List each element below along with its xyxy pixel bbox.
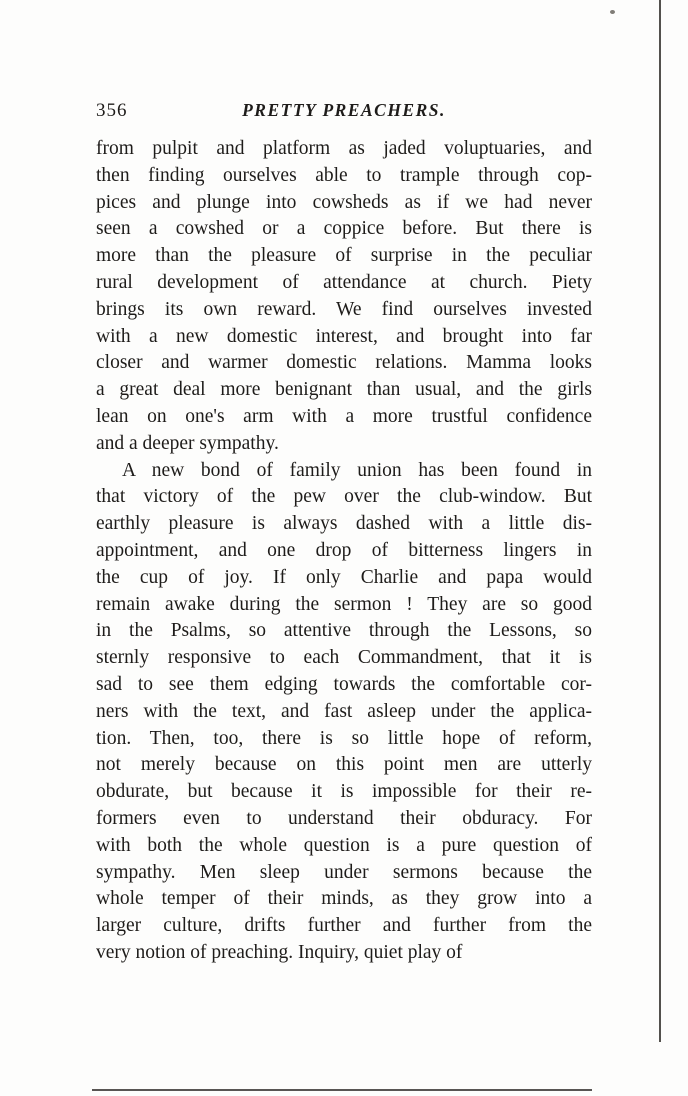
text-line: brings its own reward. We find ourselves invested	[96, 298, 592, 320]
text-line: appointment, and one drop of bitterness lingers in	[96, 539, 592, 561]
text-line: sad to see them edging towards the comfortable cor-	[96, 673, 592, 695]
text-line: tion. Then, too, there is so little hope of reform,	[96, 727, 592, 749]
text-line: the cup of joy. If only Charlie and papa would	[96, 566, 592, 588]
text-line: ners with the text, and fast asleep under the applica-	[96, 700, 592, 722]
text-line: not merely because on this point men are utterly	[96, 754, 592, 776]
text-line: in the Psalms, so attentive through the Lessons, so	[96, 620, 592, 642]
page-header	[96, 98, 592, 128]
text-line: lean on one's arm with a more trustful confidence	[96, 405, 592, 427]
scan-artifact-bottom-line	[92, 1089, 592, 1091]
text-line: rural development of attendance at church. Piety	[96, 271, 592, 293]
text-line: larger culture, drifts further and further from the	[96, 915, 592, 937]
text-line: seen a cowshed or a coppice before. But there is	[96, 218, 592, 240]
text-line: sternly responsive to each Commandment, that it is	[96, 647, 592, 669]
paragraph	[96, 458, 592, 967]
text-line: formers even to understand their obduracy. For	[96, 807, 592, 829]
text-line: a great deal more benignant than usual, and the girls	[96, 379, 592, 401]
text-line: remain awake during the sermon ! They are so good	[96, 593, 592, 615]
text-line: pices and plunge into cowsheds as if we had never	[96, 191, 592, 213]
text-line: and a deeper sympathy.	[96, 432, 279, 454]
text-line: more than the pleasure of surprise in the peculiar	[96, 245, 592, 267]
text-line: earthly pleasure is always dashed with a little dis-	[96, 513, 592, 535]
text-line: with a new domestic interest, and brought into far	[96, 325, 592, 347]
scan-artifact-speck	[610, 10, 615, 14]
text-line: closer and warmer domestic relations. Mamma looks	[96, 352, 592, 374]
text-line: sympathy. Men sleep under sermons because the	[96, 861, 592, 883]
text-line: A new bond of family union has been found in	[122, 459, 592, 481]
text-line: that victory of the pew over the club-window. But	[96, 486, 592, 508]
text-line: with both the whole question is a pure question of	[96, 834, 592, 856]
scan-artifact-right-edge-line	[659, 0, 661, 1042]
text-line: very notion of preaching. Inquiry, quiet play of	[96, 941, 463, 963]
text-block	[96, 136, 592, 967]
text-line: obdurate, but because it is impossible for their re-	[96, 781, 592, 803]
text-line: whole temper of their minds, as they grow into a	[96, 888, 592, 910]
paragraph	[96, 136, 592, 458]
text-line: then finding ourselves able to trample through cop-	[96, 164, 592, 186]
running-header: PRETTY PREACHERS.	[242, 100, 446, 120]
page-number: 356	[96, 100, 128, 121]
text-line: from pulpit and platform as jaded voluptuaries, and	[96, 138, 592, 159]
